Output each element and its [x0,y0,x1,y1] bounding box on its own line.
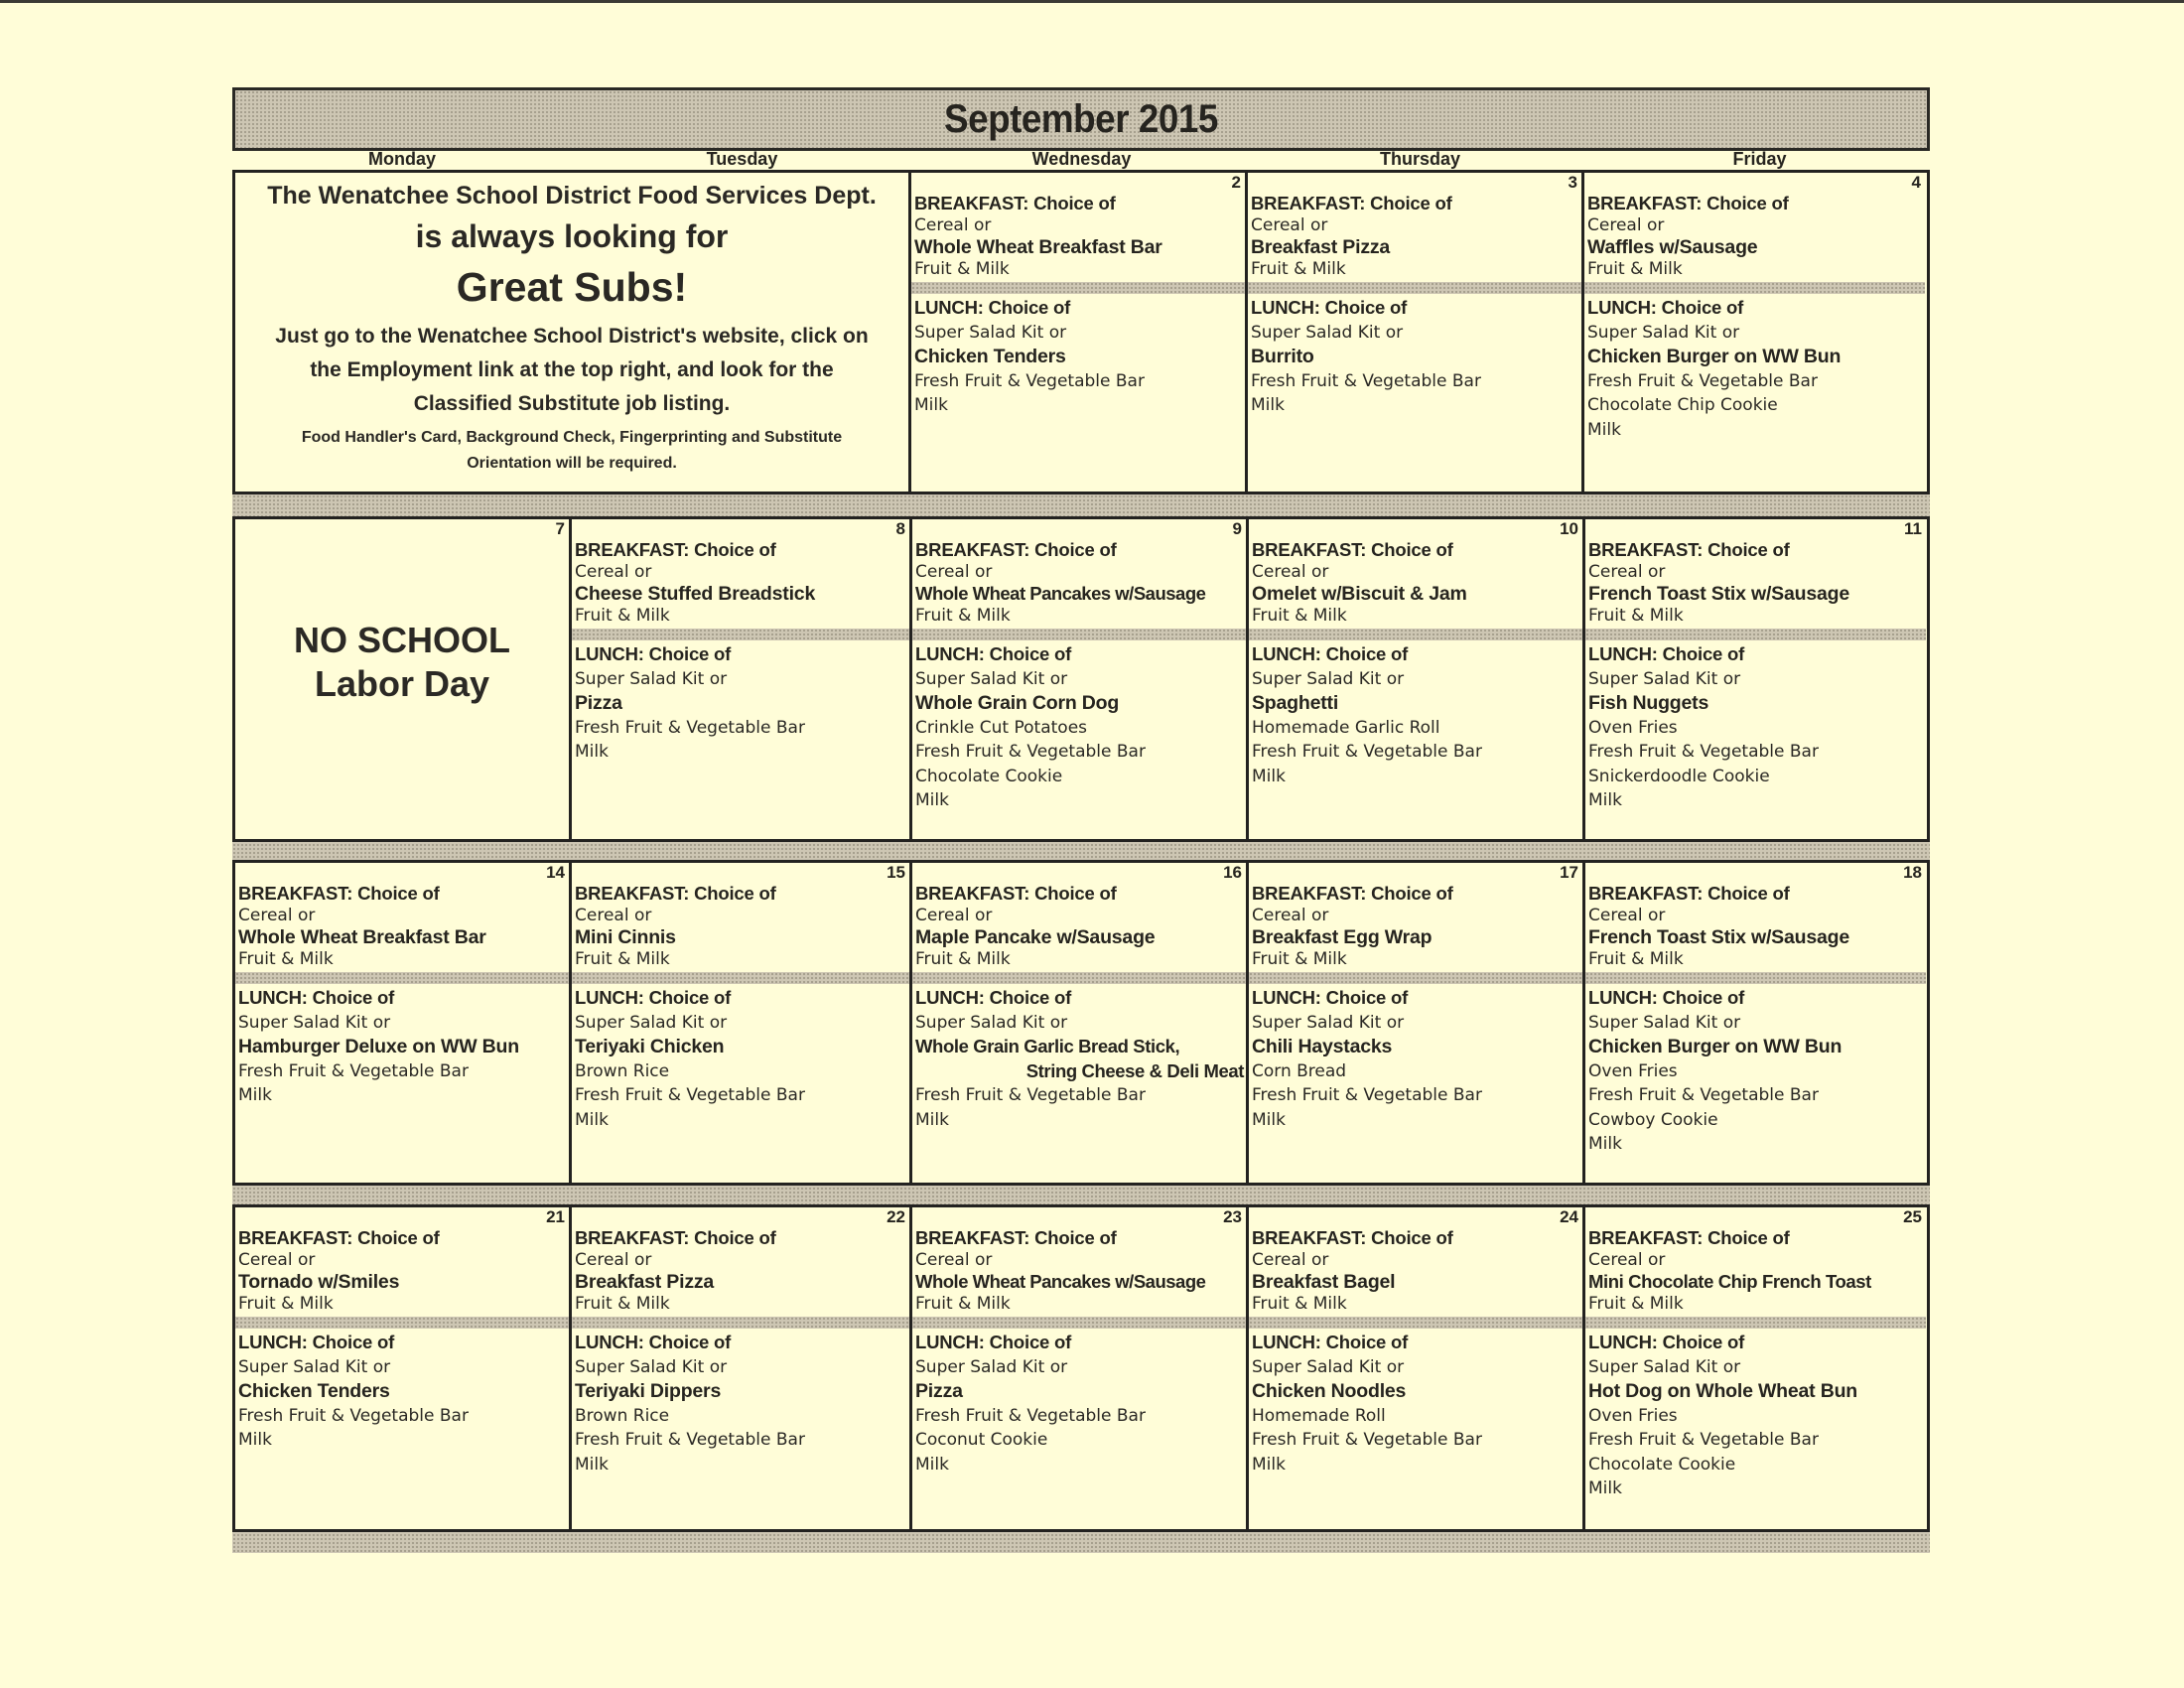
breakfast-entree: Breakfast Pizza [575,1271,715,1293]
day-number: 15 [887,863,905,882]
meal-divider [1249,972,1582,984]
lunch-base: Super Salad Kit or [575,1356,728,1377]
breakfast-label: BREAKFAST: Choice of [915,1227,1117,1248]
lunch-section [235,986,569,1108]
lunch-entree: Hamburger Deluxe on WW Bun [238,1036,519,1057]
lunch-section [1249,1331,1582,1477]
breakfast-section [1585,863,1926,970]
lunch-label: LUNCH: Choice of [915,987,1072,1008]
week-separator [232,494,1930,516]
lunch-side: Fresh Fruit & Vegetable Bar [575,717,805,738]
lunch-section [235,1331,569,1453]
lunch-base: Super Salad Kit or [914,322,1067,343]
lunch-side: Milk [915,790,949,810]
breakfast-entree: Maple Pancake w/Sausage [915,926,1156,948]
lunch-section [1585,1331,1926,1501]
breakfast-section [912,519,1246,627]
week-row-4 [232,1204,1930,1532]
lunch-side: Fresh Fruit & Vegetable Bar [1251,370,1481,391]
lunch-section [912,1331,1246,1477]
lunch-base: Super Salad Kit or [1252,1012,1405,1033]
lunch-side: Milk [1251,395,1285,415]
breakfast-label: BREAKFAST: Choice of [1588,883,1790,904]
day-number: 3 [1568,173,1577,192]
breakfast-side: Fruit & Milk [238,949,334,969]
lunch-side: Milk [575,1109,609,1130]
day-cell-2 [911,173,1248,492]
breakfast-entree: Waffles w/Sausage [1587,236,1758,258]
lunch-side: Oven Fries [1588,1405,1678,1426]
breakfast-side: Fruit & Milk [915,606,1011,626]
breakfast-label: BREAKFAST: Choice of [1588,539,1790,560]
lunch-entree: Chili Haystacks [1252,1036,1393,1057]
lunch-entree: Chicken Tenders [238,1380,390,1402]
breakfast-base: Cereal or [1251,215,1328,235]
lunch-side: Milk [914,395,948,415]
day-number: 23 [1223,1207,1242,1226]
breakfast-section [572,1207,909,1315]
breakfast-base: Cereal or [914,215,992,235]
breakfast-entree: Whole Wheat Pancakes w/Sausage [915,583,1206,604]
lunch-side: Fresh Fruit & Vegetable Bar [1587,370,1818,391]
day-cell-15 [572,863,912,1183]
day-cell-4 [1584,173,1925,492]
breakfast-section [911,173,1245,280]
scan-top-edge [0,0,2184,3]
day-number: 24 [1560,1207,1578,1226]
lunch-section [572,642,909,765]
lunch-entree: Chicken Burger on WW Bun [1588,1036,1843,1057]
notice-instructions: the Employment link at the top right, and look for the [310,358,834,381]
breakfast-label: BREAKFAST: Choice of [238,883,440,904]
notice-instructions: Just go to the Wenatchee School District's website, click on [275,325,869,348]
breakfast-side: Fruit & Milk [575,606,670,626]
lunch-entree: Chicken Burger on WW Bun [1587,346,1842,367]
breakfast-entree: Breakfast Egg Wrap [1252,926,1433,948]
lunch-side: Milk [575,1454,609,1475]
day-cell-3 [1248,173,1584,492]
weekday-header-thursday: Thursday [1379,149,1461,169]
lunch-side: Fresh Fruit & Vegetable Bar [1588,1430,1819,1450]
lunch-label: LUNCH: Choice of [1252,987,1409,1008]
breakfast-section [912,863,1246,970]
lunch-section [1585,642,1926,813]
lunch-side: Fresh Fruit & Vegetable Bar [575,1430,805,1450]
lunch-base: Super Salad Kit or [1587,322,1740,343]
day-cell-10 [1249,519,1585,839]
lunch-entree: Burrito [1251,346,1314,367]
breakfast-entree: Whole Wheat Breakfast Bar [914,236,1162,258]
lunch-side: Brown Rice [575,1405,670,1426]
breakfast-base: Cereal or [915,562,993,582]
breakfast-label: BREAKFAST: Choice of [1587,193,1789,213]
breakfast-base: Cereal or [915,1250,993,1270]
lunch-side: Fresh Fruit & Vegetable Bar [915,742,1146,762]
holiday-notice [235,619,569,706]
lunch-side: Milk [575,742,609,762]
breakfast-entree: French Toast Stix w/Sausage [1588,926,1849,948]
lunch-entree: Chicken Noodles [1252,1380,1407,1402]
day-number: 2 [1231,173,1241,192]
lunch-label: LUNCH: Choice of [915,1332,1072,1352]
breakfast-base: Cereal or [238,1250,316,1270]
breakfast-base: Cereal or [238,906,316,925]
meal-divider [1248,282,1581,294]
lunch-section [1584,296,1925,442]
day-cell-9 [912,519,1249,839]
calendar-title: September 2015 [944,96,1218,141]
lunch-label: LUNCH: Choice of [1252,1332,1409,1352]
lunch-label: LUNCH: Choice of [1252,643,1409,664]
lunch-side: Fresh Fruit & Vegetable Bar [914,370,1145,391]
breakfast-base: Cereal or [1252,562,1329,582]
meal-divider [911,282,1245,294]
breakfast-section [1585,1207,1926,1315]
lunch-base: Super Salad Kit or [1252,1356,1405,1377]
lunch-section [1249,642,1582,788]
lunch-base: Super Salad Kit or [238,1012,391,1033]
breakfast-section [235,863,569,970]
lunch-base: Super Salad Kit or [1588,668,1741,689]
breakfast-section [1249,863,1582,970]
lunch-entree: Pizza [575,692,622,714]
breakfast-label: BREAKFAST: Choice of [1252,883,1453,904]
lunch-side: Fresh Fruit & Vegetable Bar [915,1405,1146,1426]
breakfast-entree: Breakfast Pizza [1251,236,1391,258]
day-cell-25 [1585,1207,1926,1529]
week-row-3 [232,860,1930,1186]
day-cell-18 [1585,863,1926,1183]
meal-divider [1584,282,1925,294]
lunch-section [572,1331,909,1477]
weekday-header-tuesday: Tuesday [706,149,778,169]
lunch-side: Crinkle Cut Potatoes [915,717,1088,738]
breakfast-label: BREAKFAST: Choice of [575,539,776,560]
notice-subheading: is always looking for [415,218,729,254]
lunch-base: Super Salad Kit or [1252,668,1405,689]
lunch-side: Milk [238,1085,272,1105]
breakfast-label: BREAKFAST: Choice of [238,1227,440,1248]
breakfast-entree: French Toast Stix w/Sausage [1588,583,1849,605]
weekday-header-monday: Monday [367,149,436,169]
breakfast-base: Cereal or [915,906,993,925]
lunch-section [912,642,1246,813]
day-number: 10 [1560,519,1578,538]
meal-divider [1249,1317,1582,1329]
weekday-header-friday: Friday [1732,149,1787,169]
breakfast-label: BREAKFAST: Choice of [1252,539,1453,560]
week-row-1 [232,170,1930,494]
breakfast-entree: Breakfast Bagel [1252,1271,1396,1293]
day-number: 4 [1911,173,1921,192]
day-cell-17 [1249,863,1585,1183]
day-cell-23 [912,1207,1249,1529]
breakfast-entree: Mini Cinnis [575,926,676,948]
meal-divider [572,629,909,640]
lunch-base: Super Salad Kit or [238,1356,391,1377]
breakfast-entree: Whole Wheat Breakfast Bar [238,926,486,948]
lunch-side: Chocolate Cookie [915,766,1063,786]
breakfast-base: Cereal or [1588,1250,1666,1270]
lunch-side: Fresh Fruit & Vegetable Bar [1252,742,1482,762]
substitute-notice-cell [235,173,911,492]
lunch-side: Fresh Fruit & Vegetable Bar [1588,1085,1819,1105]
breakfast-section [1249,519,1582,627]
lunch-label: LUNCH: Choice of [1251,297,1408,318]
day-number: 21 [546,1207,565,1226]
meal-divider [912,1317,1246,1329]
lunch-side: Cowboy Cookie [1588,1109,1718,1130]
breakfast-base: Cereal or [1588,562,1666,582]
lunch-side: Chocolate Chip Cookie [1587,395,1778,415]
breakfast-section [1584,173,1925,280]
lunch-side: Homemade Roll [1252,1405,1386,1426]
breakfast-side: Fruit & Milk [1251,259,1346,279]
lunch-side: Snickerdoodle Cookie [1588,766,1770,786]
breakfast-section [912,1207,1246,1315]
breakfast-base: Cereal or [575,906,652,925]
lunch-label: LUNCH: Choice of [575,987,732,1008]
breakfast-side: Fruit & Milk [575,1294,670,1314]
lunch-side: Fresh Fruit & Vegetable Bar [1588,742,1819,762]
lunch-label: LUNCH: Choice of [575,643,732,664]
breakfast-entree: Cheese Stuffed Breadstick [575,583,816,605]
lunch-base: Super Salad Kit or [915,1012,1068,1033]
holiday-title: NO SCHOOL [293,620,510,660]
day-number: 8 [895,519,905,538]
lunch-section [572,986,909,1132]
breakfast-side: Fruit & Milk [1252,606,1347,626]
breakfast-base: Cereal or [1252,906,1329,925]
lunch-entree-continued: String Cheese & Deli Meat [1025,1059,1244,1081]
breakfast-section [235,1207,569,1315]
lunch-side: Milk [1252,766,1286,786]
lunch-side: Milk [238,1430,272,1450]
meal-divider [1585,629,1926,640]
day-cell-21 [235,1207,572,1529]
day-cell-16 [912,863,1249,1183]
lunch-section [1248,296,1581,418]
day-number: 14 [546,863,565,882]
breakfast-section [572,863,909,970]
day-number: 9 [1232,519,1242,538]
lunch-entree: Whole Grain Garlic Bread Stick, [915,1036,1180,1056]
lunch-side: Milk [1252,1109,1286,1130]
breakfast-base: Cereal or [1252,1250,1329,1270]
breakfast-side: Fruit & Milk [1588,606,1684,626]
breakfast-label: BREAKFAST: Choice of [1588,1227,1790,1248]
meal-divider [1585,972,1926,984]
lunch-side: Milk [1587,419,1621,440]
notice-heading: The Wenatchee School District Food Services Dept. [267,182,877,210]
lunch-side: Fresh Fruit & Vegetable Bar [238,1060,469,1081]
lunch-base: Super Salad Kit or [1251,322,1404,343]
breakfast-section [1249,1207,1582,1315]
breakfast-entree: Tornado w/Smiles [238,1271,400,1293]
breakfast-side: Fruit & Milk [1252,1294,1347,1314]
meal-divider [912,972,1246,984]
breakfast-section [572,519,909,627]
day-number: 16 [1223,863,1242,882]
breakfast-side: Fruit & Milk [575,949,670,969]
meal-divider [572,1317,909,1329]
week-row-2 [232,516,1930,842]
day-cell-11 [1585,519,1926,839]
meal-divider [235,972,569,984]
notice-instructions: Classified Substitute job listing. [413,392,731,415]
breakfast-side: Fruit & Milk [1252,949,1347,969]
lunch-label: LUNCH: Choice of [914,297,1071,318]
lunch-entree: Whole Grain Corn Dog [915,692,1120,714]
lunch-label: LUNCH: Choice of [1588,643,1745,664]
lunch-side: Fresh Fruit & Vegetable Bar [575,1085,805,1105]
day-cell-14 [235,863,572,1183]
lunch-base: Super Salad Kit or [575,668,728,689]
breakfast-entree: Whole Wheat Pancakes w/Sausage [915,1271,1206,1292]
breakfast-label: BREAKFAST: Choice of [915,883,1117,904]
lunch-side: Fresh Fruit & Vegetable Bar [915,1085,1146,1105]
day-cell-7 [235,519,572,839]
substitute-notice [235,173,908,477]
lunch-entree: Teriyaki Chicken [575,1036,725,1057]
breakfast-label: BREAKFAST: Choice of [575,883,776,904]
week-separator [232,1529,1930,1553]
breakfast-base: Cereal or [575,562,652,582]
weekday-header-wednesday: Wednesday [1031,149,1132,169]
breakfast-side: Fruit & Milk [915,949,1011,969]
lunch-label: LUNCH: Choice of [1588,1332,1745,1352]
lunch-label: LUNCH: Choice of [1587,297,1744,318]
lunch-side: Milk [915,1109,949,1130]
breakfast-side: Fruit & Milk [1588,949,1684,969]
lunch-side: Milk [1588,1134,1622,1154]
meal-divider [572,972,909,984]
meal-divider [235,1317,569,1329]
breakfast-section [1585,519,1926,627]
lunch-side: Milk [915,1454,949,1475]
meal-divider [1585,1317,1926,1329]
day-number: 7 [555,519,565,538]
notice-headline: Great Subs! [456,264,688,310]
meal-divider [1249,629,1582,640]
lunch-section [911,296,1245,418]
lunch-label: LUNCH: Choice of [915,643,1072,664]
week-separator [232,839,1930,860]
lunch-entree: Teriyaki Dippers [575,1380,722,1402]
lunch-side: Milk [1252,1454,1286,1475]
meal-divider [912,629,1246,640]
day-cell-22 [572,1207,912,1529]
lunch-entree: Fish Nuggets [1588,692,1709,714]
lunch-section [1249,986,1582,1132]
breakfast-entree: Mini Chocolate Chip French Toast [1588,1271,1871,1292]
lunch-base: Super Salad Kit or [1588,1356,1741,1377]
day-number: 25 [1903,1207,1922,1226]
lunch-entree: Hot Dog on Whole Wheat Bun [1588,1380,1857,1402]
breakfast-side: Fruit & Milk [914,259,1010,279]
lunch-label: LUNCH: Choice of [575,1332,732,1352]
day-number: 11 [1904,519,1922,538]
lunch-side: Fresh Fruit & Vegetable Bar [1252,1430,1482,1450]
holiday-name: Labor Day [314,663,490,704]
lunch-entree: Spaghetti [1252,692,1339,714]
lunch-side: Milk [1588,1478,1622,1498]
breakfast-label: BREAKFAST: Choice of [914,193,1116,213]
lunch-entree: Chicken Tenders [914,346,1066,367]
lunch-label: LUNCH: Choice of [238,987,395,1008]
breakfast-label: BREAKFAST: Choice of [1251,193,1452,213]
breakfast-entree: Omelet w/Biscuit & Jam [1252,583,1467,605]
day-cell-8 [572,519,912,839]
notice-requirements: Food Handler's Card, Background Check, Fingerprinting and Substitute [301,429,843,446]
week-separator [232,1183,1930,1204]
lunch-side: Corn Bread [1252,1060,1347,1081]
breakfast-side: Fruit & Milk [1588,1294,1684,1314]
day-number: 18 [1903,863,1922,882]
lunch-side: Coconut Cookie [915,1430,1048,1450]
breakfast-side: Fruit & Milk [238,1294,334,1314]
lunch-base: Super Salad Kit or [1588,1012,1741,1033]
breakfast-side: Fruit & Milk [915,1294,1011,1314]
lunch-side: Oven Fries [1588,1060,1678,1081]
lunch-base: Super Salad Kit or [575,1012,728,1033]
breakfast-label: BREAKFAST: Choice of [1252,1227,1453,1248]
breakfast-side: Fruit & Milk [1587,259,1683,279]
day-number: 22 [887,1207,905,1226]
lunch-entree: Pizza [915,1380,963,1402]
lunch-side: Milk [1588,790,1622,810]
lunch-base: Super Salad Kit or [915,1356,1068,1377]
breakfast-label: BREAKFAST: Choice of [915,539,1117,560]
lunch-section [1585,986,1926,1157]
lunch-section [912,986,1246,1132]
breakfast-base: Cereal or [1587,215,1665,235]
lunch-side: Homemade Garlic Roll [1252,717,1440,738]
lunch-side: Chocolate Cookie [1588,1454,1736,1475]
lunch-side: Brown Rice [575,1060,670,1081]
lunch-label: LUNCH: Choice of [238,1332,395,1352]
lunch-label: LUNCH: Choice of [1588,987,1745,1008]
calendar-title-bar [232,87,1930,151]
breakfast-base: Cereal or [575,1250,652,1270]
lunch-side: Oven Fries [1588,717,1678,738]
breakfast-base: Cereal or [1588,906,1666,925]
breakfast-section [1248,173,1581,280]
day-number: 17 [1560,863,1578,882]
breakfast-label: BREAKFAST: Choice of [575,1227,776,1248]
lunch-side: Fresh Fruit & Vegetable Bar [238,1405,469,1426]
lunch-side: Fresh Fruit & Vegetable Bar [1252,1085,1482,1105]
day-cell-24 [1249,1207,1585,1529]
lunch-base: Super Salad Kit or [915,668,1068,689]
notice-requirements: Orientation will be required. [467,455,677,472]
